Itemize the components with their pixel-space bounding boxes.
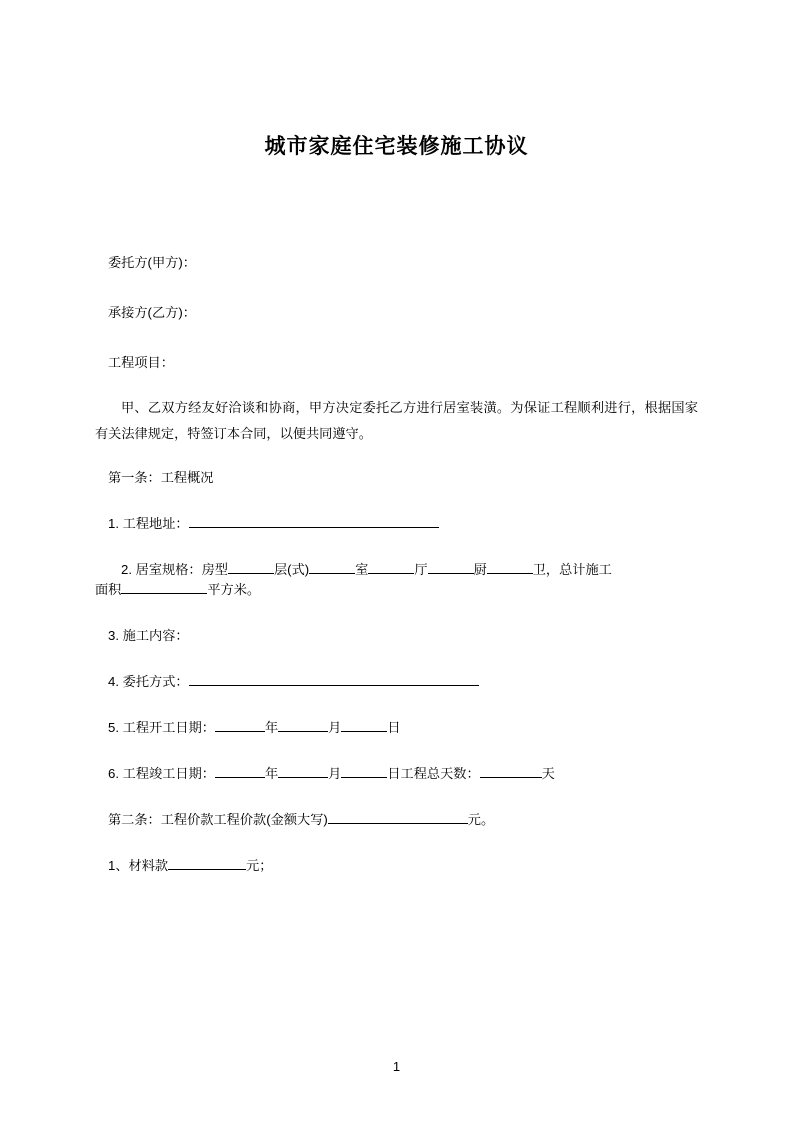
item-room-spec (95, 560, 698, 580)
blank-field-entrust[interactable] (189, 672, 479, 686)
blank-field-area[interactable] (121, 580, 207, 594)
spacer (95, 692, 698, 718)
label-shi: 室 (355, 562, 369, 578)
item-room-spec-area (95, 580, 698, 600)
blank-field-finish-month[interactable] (278, 764, 328, 778)
spacer (95, 830, 698, 856)
label-wei: 卫，总计施工 (532, 562, 612, 578)
spacer (95, 446, 698, 468)
blank-field-start-month[interactable] (278, 718, 328, 732)
blank-field-material-fee[interactable] (168, 856, 246, 870)
item-finish-date-label: 6. 工程竣工日期： (108, 765, 215, 781)
blank-field-address[interactable] (189, 514, 439, 528)
label-day-start: 日 (387, 719, 401, 735)
spacer (95, 273, 698, 303)
spacer (95, 646, 698, 672)
item-project-address (95, 514, 698, 534)
label-month-finish: 月 (328, 765, 342, 781)
preamble-paragraph: 甲、乙双方经友好洽谈和协商，甲方决定委托乙方进行居室装潢。为保证工程顺利进行，根据国家有关法律规定，特签订本合同，以便共同遵守。 (95, 399, 698, 441)
blank-field-floor[interactable] (228, 560, 274, 574)
item-entrust-method (95, 672, 698, 692)
label-ting: 厅 (414, 562, 428, 578)
item-start-date-label: 5. 工程开工日期： (108, 719, 215, 735)
blank-field-baths[interactable] (487, 560, 533, 574)
section-heading-2 (95, 810, 698, 830)
label-month-start: 月 (328, 719, 342, 735)
item-finish-date (95, 764, 698, 784)
blank-field-total-days[interactable] (480, 764, 542, 778)
blank-field-finish-year[interactable] (215, 764, 265, 778)
project-label: 工程项目： (108, 354, 174, 370)
page-title: 城市家庭住宅装修施工协议 (264, 135, 529, 158)
label-ceng: 层(式) (273, 562, 310, 578)
label-yuan-fen: 元； (246, 857, 273, 873)
blank-field-kitchens[interactable] (428, 560, 474, 574)
blank-field-halls[interactable] (368, 560, 414, 574)
label-tian: 天 (541, 765, 555, 781)
item-material-fee (95, 856, 698, 876)
spacer (95, 534, 698, 560)
blank-field-total-price[interactable] (328, 810, 468, 824)
spacer (95, 488, 698, 514)
spacer (95, 600, 698, 626)
blank-field-start-day[interactable] (341, 718, 387, 732)
section-heading-1: 第一条：工程概况 (108, 470, 214, 486)
item-construction-content: 3. 施工内容： (108, 628, 189, 643)
spacer (95, 323, 698, 353)
item-entrust-method-label: 4. 委托方式： (108, 673, 189, 689)
spacer (95, 784, 698, 810)
party-contractor-label: 承接方(乙方)： (108, 305, 196, 321)
blank-field-start-year[interactable] (215, 718, 265, 732)
page-number: 1 (392, 1059, 401, 1074)
label-year-start: 年 (264, 719, 279, 735)
party-client-label: 委托方(甲方)： (108, 255, 196, 271)
label-yuan-ju: 元。 (467, 811, 495, 827)
label-chu: 厨 (473, 562, 487, 578)
item-start-date (95, 718, 698, 738)
blank-field-finish-day[interactable] (341, 764, 387, 778)
label-total-days: 日工程总天数： (387, 765, 480, 781)
section-heading-2-label: 第二条：工程价款工程价款(金额大写) (108, 811, 328, 827)
item-room-spec-label: 2. 居室规格：房型 (121, 562, 228, 578)
item-material-fee-label: 1、材料款 (108, 857, 169, 873)
label-area-suffix: 平方米。 (207, 582, 261, 598)
blank-field-rooms[interactable] (309, 560, 355, 574)
spacer (95, 738, 698, 764)
spacer (95, 373, 698, 395)
document-body (95, 253, 698, 875)
label-year-finish: 年 (264, 765, 279, 781)
label-area-prefix: 面积 (95, 582, 122, 598)
item-project-address-label: 1. 工程地址： (108, 516, 189, 532)
